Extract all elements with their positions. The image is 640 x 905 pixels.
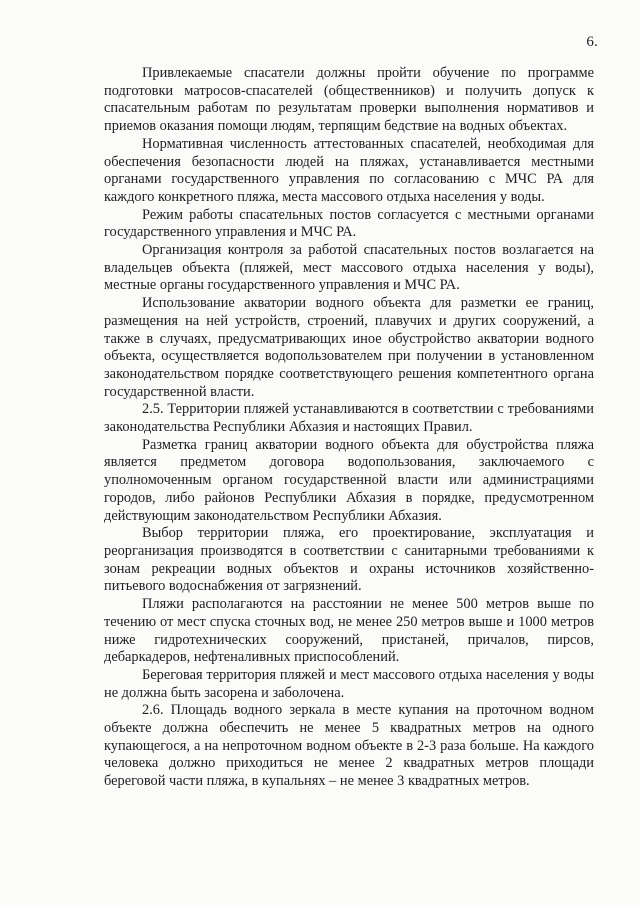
paragraph-coastal-territory: Береговая территория пляжей и мест массового отдыха населения у воды не должна быть засорена и заболочена. [104, 666, 594, 701]
paragraph-rescuers-number: Нормативная численность аттестованных спасателей, необходимая для обеспечения безопасности людей на пляжах, устанавливается местными органами государственного управления по согласованию с МЧС РА для каждого конкретного пляжа, места массового отдыха населения у воды. [104, 135, 594, 205]
paragraph-water-area-use: Использование акватории водного объекта для разметки ее границ, размещения на ней устройств, строений, плавучих и других сооружений, а также в случаях, предусматривающих иное обустройство акватории водного объекта, осуществляется водопользователем при получении в установленном законодательством порядке соответствующего решения компетентного органа государственной власти. [104, 295, 594, 400]
paragraph-section-2-6: 2.6. Площадь водного зеркала в месте купания на проточном водном объекте должна обеспечить не менее 5 квадратных метров на одного купающегося, а на непроточном водном объекте в 2-3 раза больше. На каждого человека должно приходиться не менее 2 квадратных метров площади береговой части пляжа, в купальнях – не менее 3 квадратных метров. [104, 702, 594, 790]
paragraph-posts-schedule: Режим работы спасательных постов согласуется с местными органами государственного управления и МЧС РА. [104, 206, 594, 241]
page-number: 6. [586, 34, 598, 50]
paragraph-beach-distances: Пляжи располагаются на расстоянии не менее 500 метров выше по течению от мест спуска сточных вод, не менее 250 метров выше и 1000 метров ниже гидротехнических сооружений, пристаней, причалов, пирсов, дебаркадеров, нефтеналивных приспособлений. [104, 596, 594, 666]
paragraph-rescuers-training: Привлекаемые спасатели должны пройти обучение по программе подготовки матросов-спасателей (общественников) и получить допуск к спасательным работам по результатам проверки выполнения нормативов и приемов оказания помощи людям, терпящим бедствие на водных объектах. [104, 65, 594, 135]
document-body [104, 65, 594, 791]
paragraph-boundary-marking: Разметка границ акватории водного объекта для обустройства пляжа является предметом договора водопользования, заключаемого с уполномоченным органом государственной власти или администрациями городов, либо районов Республики Абхазия в порядке, предусмотренном действующим законодательством Республики Абхазия. [104, 436, 594, 524]
paragraph-posts-control: Организация контроля за работой спасательных постов возлагается на владельцев объекта (пляжей, мест массового отдыха населения у воды), местные органы государственного управления и МЧС РА. [104, 242, 594, 294]
paragraph-territory-selection: Выбор территории пляжа, его проектирование, эксплуатация и реорганизация производятся в соответствии с санитарными требованиями к зонам рекреации водных объектов и охраны источников хозяйственно-питьевого водоснабжения от загрязнений. [104, 525, 594, 595]
paragraph-section-2-5: 2.5. Территории пляжей устанавливаются в соответствии с требованиями законодательства Республики Абхазия и настоящих Правил. [104, 401, 594, 436]
